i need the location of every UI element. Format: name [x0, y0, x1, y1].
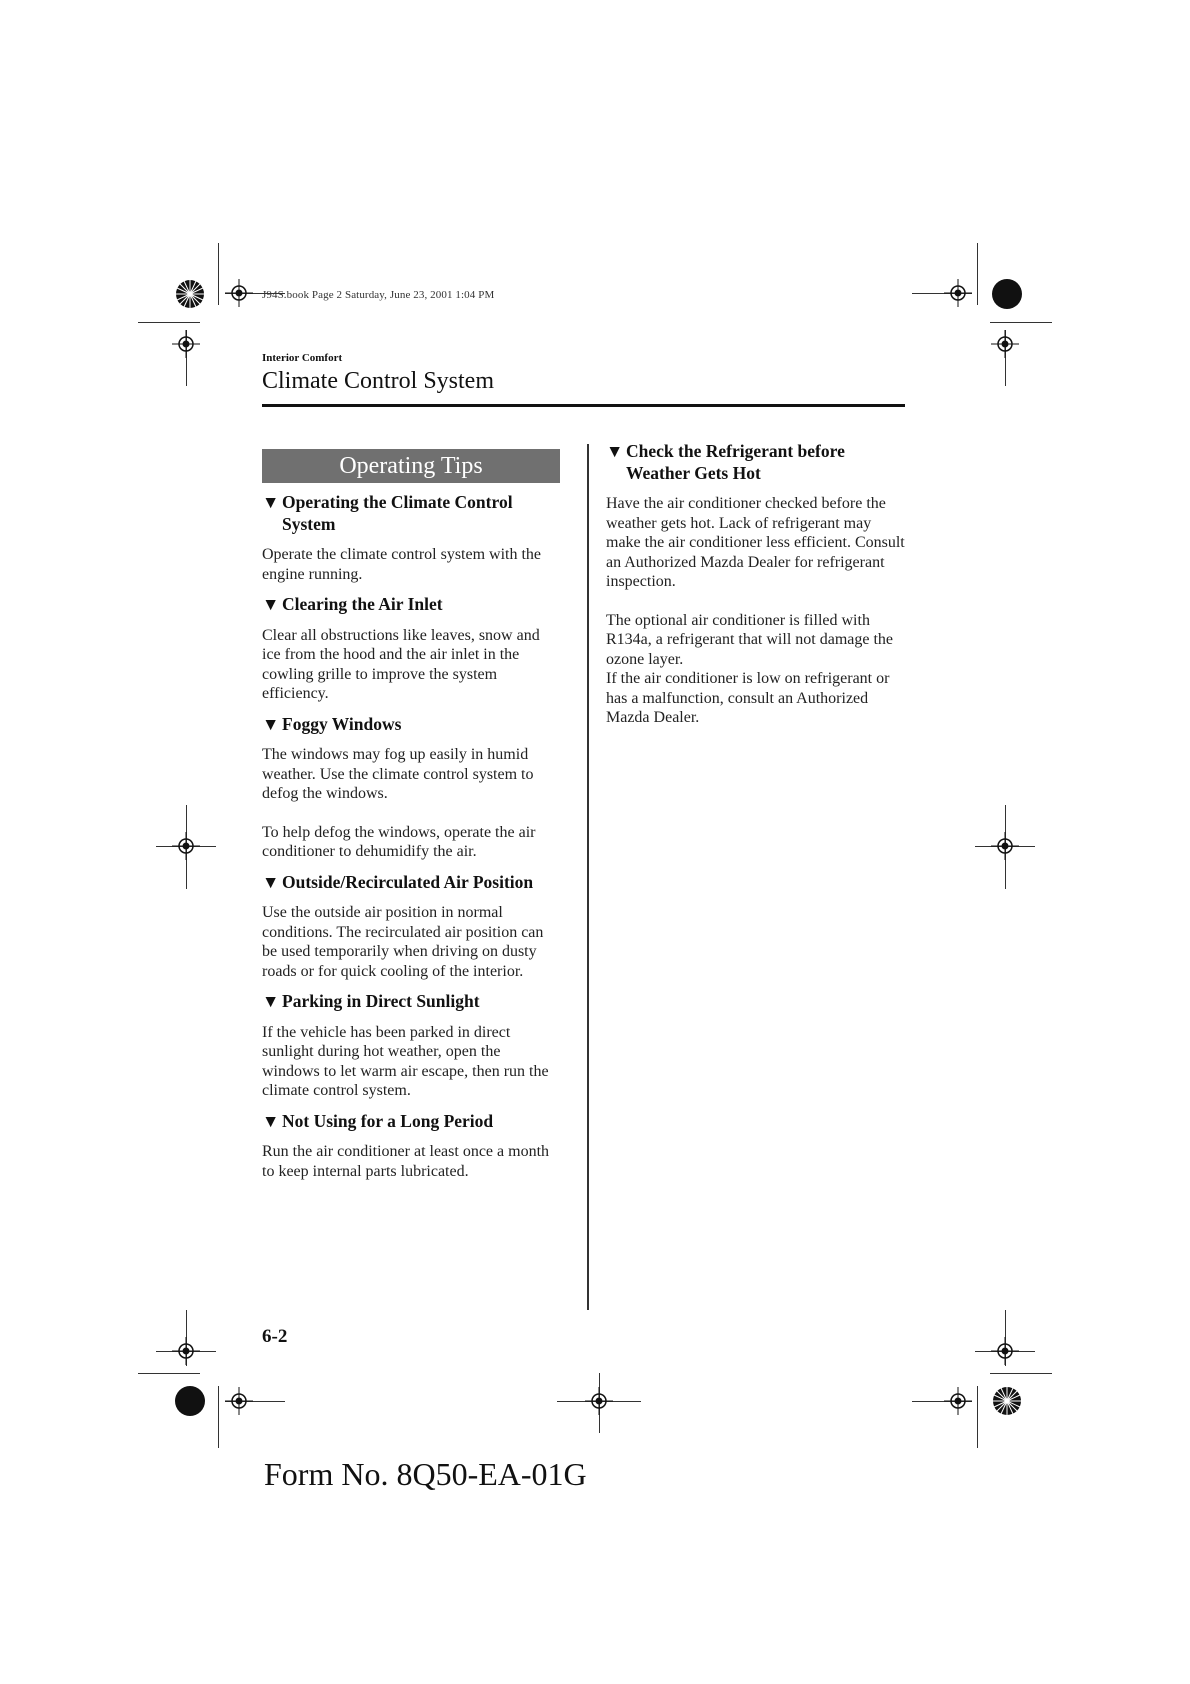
crop-line: [990, 322, 1052, 323]
file-info: J94S.book Page 2 Saturday, June 23, 2001 1:04 PM: [262, 289, 495, 301]
triangle-bullet-icon: ▼: [606, 441, 624, 461]
right-column: [606, 441, 906, 738]
registration-crosshair-icon: [944, 279, 972, 307]
section-paragraph: If the vehicle has been parked in direct sunlight during hot weather, open the windows to let warm air escape, then run the climate control system.: [262, 1023, 549, 1099]
section-paragraph: Operate the climate control system with the engine running.: [262, 546, 542, 583]
triangle-bullet-icon: ▼: [262, 594, 280, 614]
title-rule: [262, 404, 905, 407]
section-paragraph: Run the air conditioner at least once a month to keep internal parts lubricated.: [262, 1143, 550, 1180]
triangle-bullet-icon: ▼: [262, 492, 280, 512]
section-paragraph: Have the air conditioner checked before the weather gets hot. Lack of refrigerant may make the air conditioner less efficient. Consult an Authorized Mazda Dealer for refrigerant inspection.: [606, 495, 905, 590]
registration-crosshair-icon: [585, 1387, 613, 1415]
section-paragraph: To help defog the windows, operate the air conditioner to dehumidify the air.: [262, 823, 536, 860]
section-paragraph: If the air conditioner is low on refrigerant or has a malfunction, consult an Authorized Mazda Dealer.: [606, 670, 890, 726]
registration-starburst-bottom-right: [992, 1386, 1022, 1416]
page-title: Climate Control System: [262, 368, 494, 394]
triangle-bullet-icon: ▼: [262, 991, 280, 1011]
section-heading: ▼ Parking in Direct Sunlight: [262, 991, 480, 1011]
operating-tips-banner: Operating Tips: [262, 449, 560, 483]
section-paragraph: Clear all obstructions like leaves, snow and ice from the hood and the air inlet in the cowling grille to improve the system efficiency.: [262, 626, 540, 702]
registration-crosshair-icon: [225, 279, 253, 307]
registration-crosshair-icon: [172, 330, 200, 358]
section-paragraph: The windows may fog up easily in humid weather. Use the climate control system to defog the windows.: [262, 746, 534, 802]
crop-line: [977, 243, 978, 305]
section-heading: ▼ Check the Refrigerant before Weather Gets Hot: [606, 441, 845, 483]
crop-line: [138, 1373, 200, 1374]
registration-crosshair-icon: [991, 1337, 1019, 1365]
crop-line: [218, 243, 219, 305]
registration-dot: [992, 279, 1022, 309]
crop-line: [990, 1373, 1052, 1374]
triangle-bullet-icon: ▼: [262, 1110, 280, 1131]
registration-crosshair-icon: [944, 1387, 972, 1415]
left-column: [262, 449, 562, 1191]
section-heading: ▼ Outside/Recirculated Air Position: [262, 871, 534, 892]
section-paragraph: The optional air conditioner is filled with R134a, a refrigerant that will not damage the ozone layer.: [606, 611, 894, 668]
registration-crosshair-icon: [225, 1387, 253, 1415]
registration-crosshair-icon: [991, 832, 1019, 860]
triangle-bullet-icon: ▼: [262, 871, 280, 892]
section-heading: ▼ Operating the Climate Control System: [262, 492, 513, 534]
section-heading: ▼ Foggy Windows: [262, 713, 402, 734]
crop-line: [138, 322, 200, 323]
column-divider: [587, 444, 589, 1310]
section-label: Interior Comfort: [262, 352, 343, 364]
form-number: Form No. 8Q50-EA-01G: [264, 1456, 587, 1492]
section-paragraph: Use the outside air position in normal conditions. The recirculated air position can be used temporarily when driving on dusty roads or for quick cooling of the interior.: [262, 904, 544, 980]
registration-dot: [175, 1386, 205, 1416]
registration-starburst-top-left: [175, 279, 205, 309]
registration-crosshair-icon: [172, 832, 200, 860]
page-number: 6-2: [262, 1326, 288, 1347]
section-heading: ▼ Clearing the Air Inlet: [262, 594, 443, 614]
section-heading: ▼ Not Using for a Long Period: [262, 1110, 494, 1131]
registration-crosshair-icon: [172, 1337, 200, 1365]
registration-crosshair-icon: [991, 330, 1019, 358]
triangle-bullet-icon: ▼: [262, 713, 280, 734]
crop-line: [218, 1386, 219, 1448]
crop-line: [977, 1386, 978, 1448]
